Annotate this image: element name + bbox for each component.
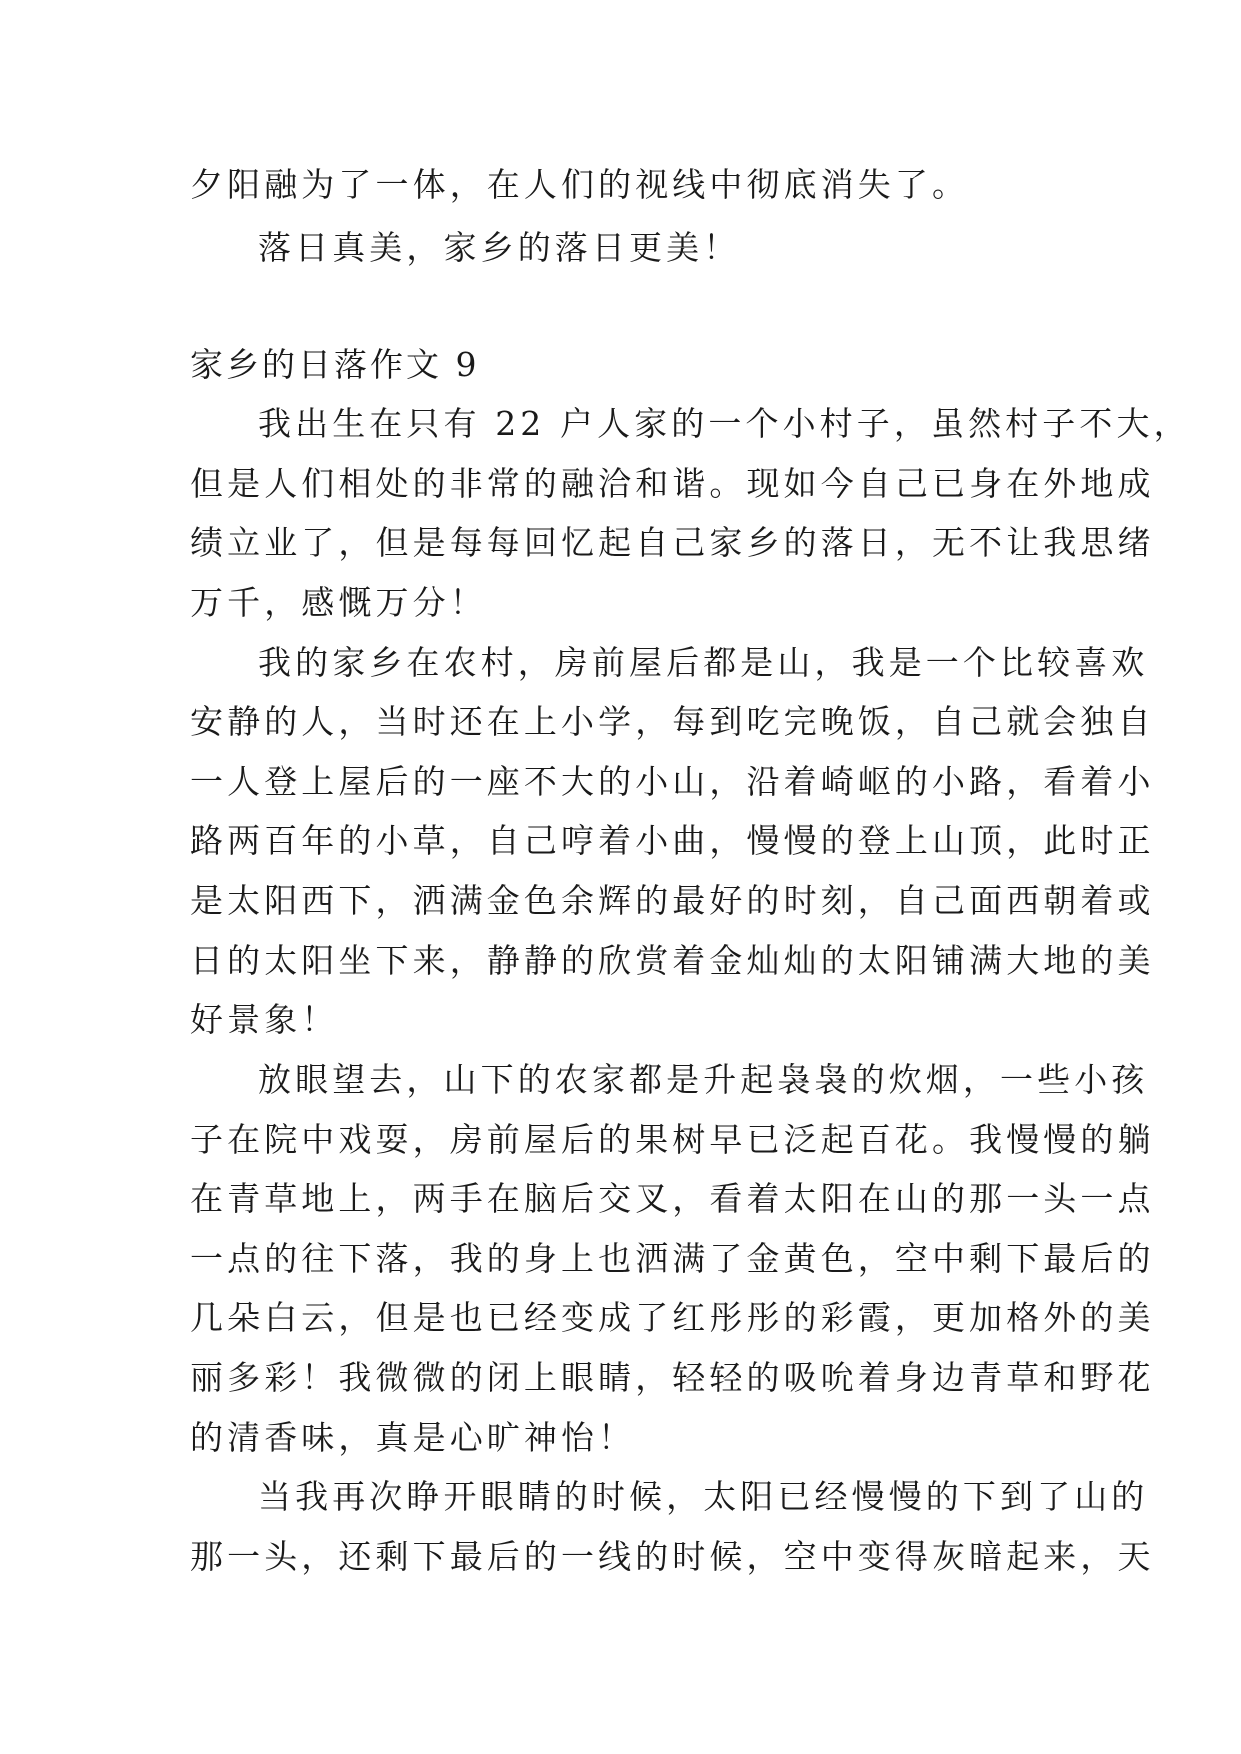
text-line: 路两百年的小草，自己哼着小曲，慢慢的登上山顶，此时正: [190, 821, 1155, 860]
text-line: 一点的往下落，我的身上也洒满了金黄色，空中剩下最后的: [190, 1239, 1155, 1278]
text-line: 丽多彩！我微微的闭上眼睛，轻轻的吸吮着身边青草和野花: [190, 1358, 1155, 1397]
text-line: 的清香味，真是心旷神怡！: [190, 1418, 636, 1457]
text-line: 好景象！: [190, 1000, 339, 1039]
text-line: 我出生在只有 22 户人家的一个小村子，虽然村子不大，: [258, 404, 1191, 443]
text-line: 放眼望去，山下的农家都是升起袅袅的炊烟，一些小孩: [258, 1060, 1149, 1099]
text-line: 安静的人，当时还在上小学，每到吃完晚饭，自己就会独自: [190, 702, 1155, 741]
text-line: 一人登上屋后的一座不大的小山，沿着崎岖的小路，看着小: [190, 762, 1155, 801]
text-line: 当我再次睁开眼睛的时候，太阳已经慢慢的下到了山的: [258, 1477, 1149, 1516]
text-line: 绩立业了，但是每每回忆起自己家乡的落日，无不让我思绪: [190, 523, 1155, 562]
text-line: 子在院中戏耍，房前屋后的果树早已泛起百花。我慢慢的躺: [190, 1120, 1155, 1159]
text-line: 日的太阳坐下来，静静的欣赏着金灿灿的太阳铺满大地的美: [190, 941, 1155, 980]
text-line: 几朵白云，但是也已经变成了红彤彤的彩霞，更加格外的美: [190, 1298, 1155, 1337]
text-line: 但是人们相处的非常的融洽和谐。现如今自己已身在外地成: [190, 464, 1155, 503]
text-line: 在青草地上，两手在脑后交叉，看着太阳在山的那一头一点: [190, 1179, 1155, 1218]
text-line: 夕阳融为了一体，在人们的视线中彻底消失了。: [190, 165, 970, 204]
section-title: 家乡的日落作文 9: [190, 345, 480, 384]
text-line: 是太阳西下，洒满金色余辉的最好的时刻，自己面西朝着或: [190, 881, 1155, 920]
text-line: 我的家乡在农村，房前屋后都是山，我是一个比较喜欢: [258, 643, 1149, 682]
text-line: 万千，感慨万分！: [190, 583, 487, 622]
text-line: 那一头，还剩下最后的一线的时候，空中变得灰暗起来，天: [190, 1537, 1155, 1576]
text-line: 落日真美，家乡的落日更美！: [258, 228, 741, 267]
